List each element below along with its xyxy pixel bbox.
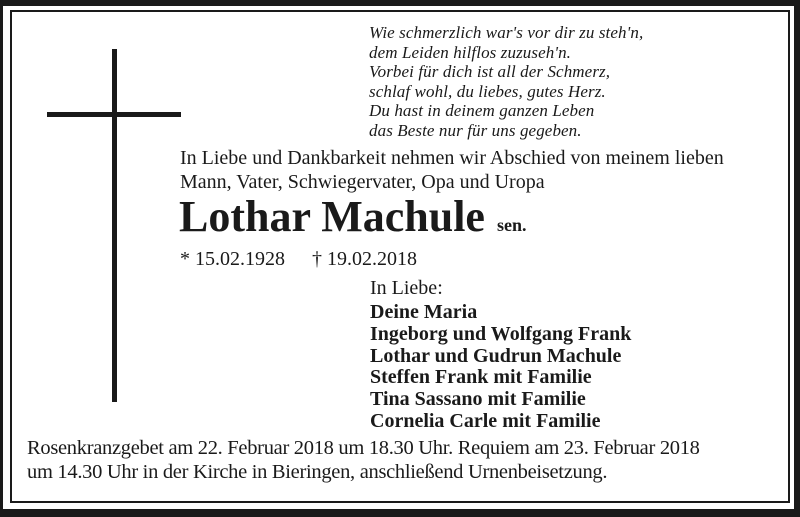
farewell-intro: [180, 146, 780, 194]
poem-line: dem Leiden hilflos zuzuseh'n.: [369, 42, 572, 62]
mourner-name: Tina Sassano mit Familie: [370, 388, 586, 411]
life-dates: [180, 247, 417, 271]
cross-vertical-bar: [112, 49, 117, 402]
birth-date: * 15.02.1928: [180, 248, 285, 270]
cross-horizontal-bar: [47, 112, 181, 117]
farewell-intro-line: Mann, Vater, Schwiegervater, Opa und Uropa: [180, 171, 545, 193]
poem-line: Vorbei für dich ist all der Schmerz,: [369, 62, 611, 81]
funeral-details-line: um 14.30 Uhr in der Kirche in Bieringen, anschließend Urnenbeisetzung.: [27, 461, 608, 483]
funeral-details-line: Rosenkranzgebet am 22. Februar 2018 um 18.30 Uhr. Requiem am 23. Februar 2018: [27, 437, 700, 459]
poem-line: Wie schmerzlich war's vor dir zu steh'n,: [369, 23, 644, 42]
deceased-name: Lothar Machule: [179, 192, 485, 241]
name-suffix: sen.: [496, 215, 527, 235]
poem-line: schlaf wohl, du liebes, gutes Herz.: [369, 81, 606, 101]
memorial-poem: [369, 23, 643, 140]
mourner-name: Steffen Frank mit Familie: [370, 366, 592, 389]
deceased-name-line: [179, 194, 526, 248]
death-date: † 19.02.2018: [312, 248, 417, 270]
farewell-heading: In Liebe:: [370, 277, 443, 299]
poem-line: das Beste nur für uns gegeben.: [369, 120, 582, 140]
mourner-name: Lothar und Gudrun Machule: [370, 344, 622, 367]
funeral-details: [27, 436, 783, 484]
mourner-name: Ingeborg und Wolfgang Frank: [370, 322, 632, 345]
mourners-list: [370, 302, 631, 433]
farewell-intro-line: In Liebe und Dankbarkeit nehmen wir Abschied von meinem lieben: [180, 147, 724, 169]
mourner-name: Deine Maria: [370, 301, 478, 323]
poem-line: Du hast in deinem ganzen Leben: [369, 101, 595, 120]
mourner-name: Cornelia Carle mit Familie: [370, 409, 601, 432]
